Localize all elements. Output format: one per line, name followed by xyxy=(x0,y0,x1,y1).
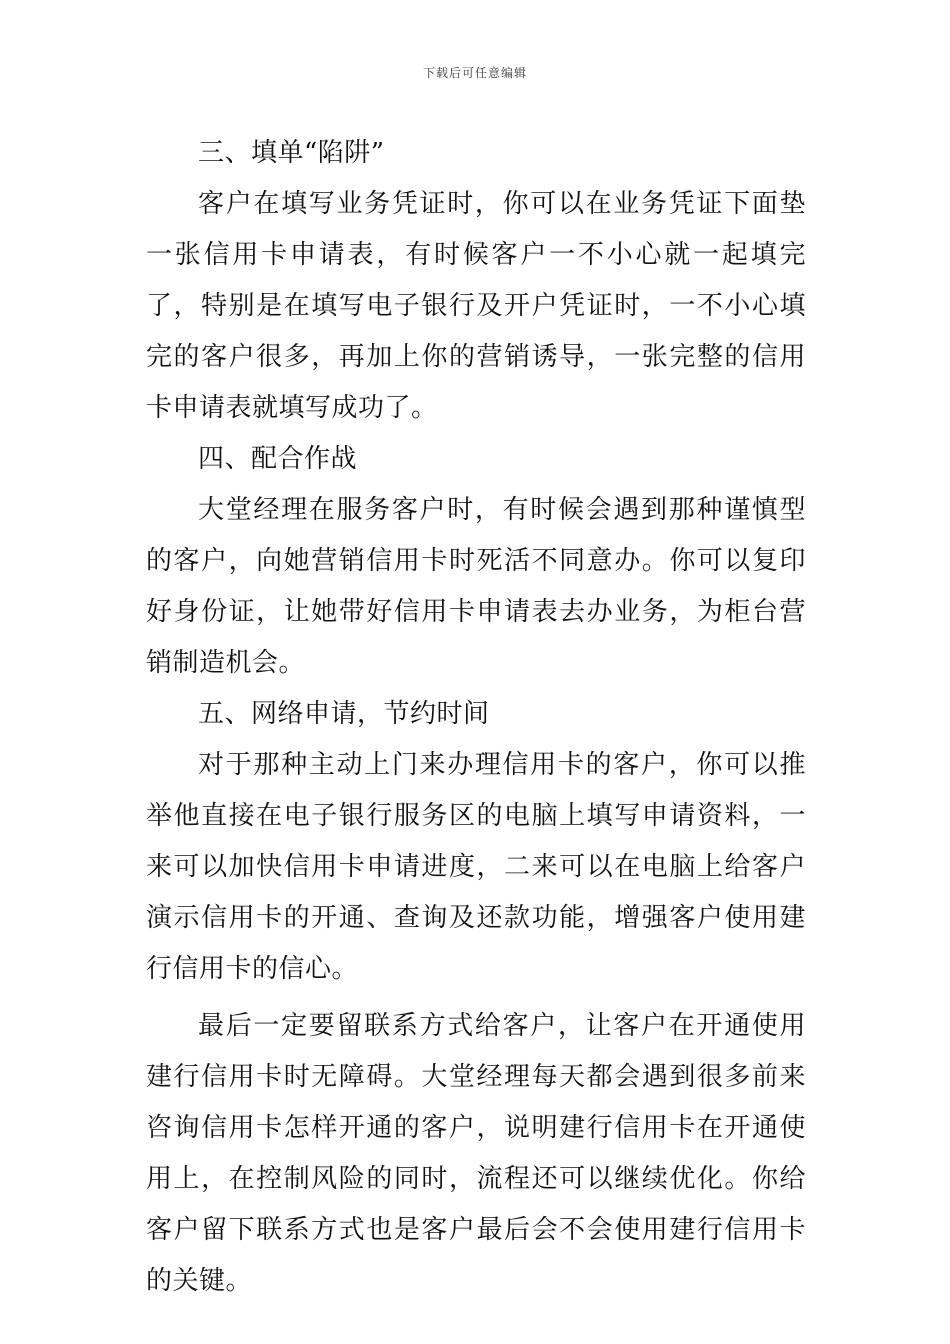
header-note: 下载后可任意编辑 xyxy=(422,66,527,80)
document-body xyxy=(146,128,806,1307)
paragraph-online-application: 对于那种主动上门来办理信用卡的客户，你可以推举他直接在电子银行服务区的电脑上填写申请资料，一来可以加快信用卡申请进度，二来可以在电脑上给客户演示信用卡的开通、查询及还款功能，增强客户使用建行信用卡的信心。 xyxy=(146,750,806,984)
paragraph-closing: 最后一定要留联系方式给客户，让客户在开通使用建行信用卡时无障碍。大堂经理每天都会遇到很多前来咨询信用卡怎样开通的客户，说明建行信用卡在开通使用上，在控制风险的同时，流程还可以继续优化。你给客户留下联系方式也是客户最后会不会使用建行信用卡的关键。 xyxy=(146,1011,806,1296)
paragraph-form-trap: 客户在填写业务凭证时，你可以在业务凭证下面垫一张信用卡申请表，有时候客户一不小心就一起填完了，特别是在填写电子银行及开户凭证时，一不小心填完的客户很多，再加上你的营销诱导，一张完整的信用卡申请表就填写成功了。 xyxy=(146,189,806,423)
section-heading-4: 四、配合作战 xyxy=(198,444,358,474)
section-heading-5: 五、网络申请，节约时间 xyxy=(198,699,490,729)
paragraph-cooperation: 大堂经理在服务客户时，有时候会遇到那种谨慎型的客户，向她营销信用卡时死活不同意办。你可以复印好身份证，让她带好信用卡申请表去办业务，为柜台营销制造机会。 xyxy=(146,495,806,678)
section-heading-3: 三、填单“陷阱” xyxy=(198,138,385,168)
